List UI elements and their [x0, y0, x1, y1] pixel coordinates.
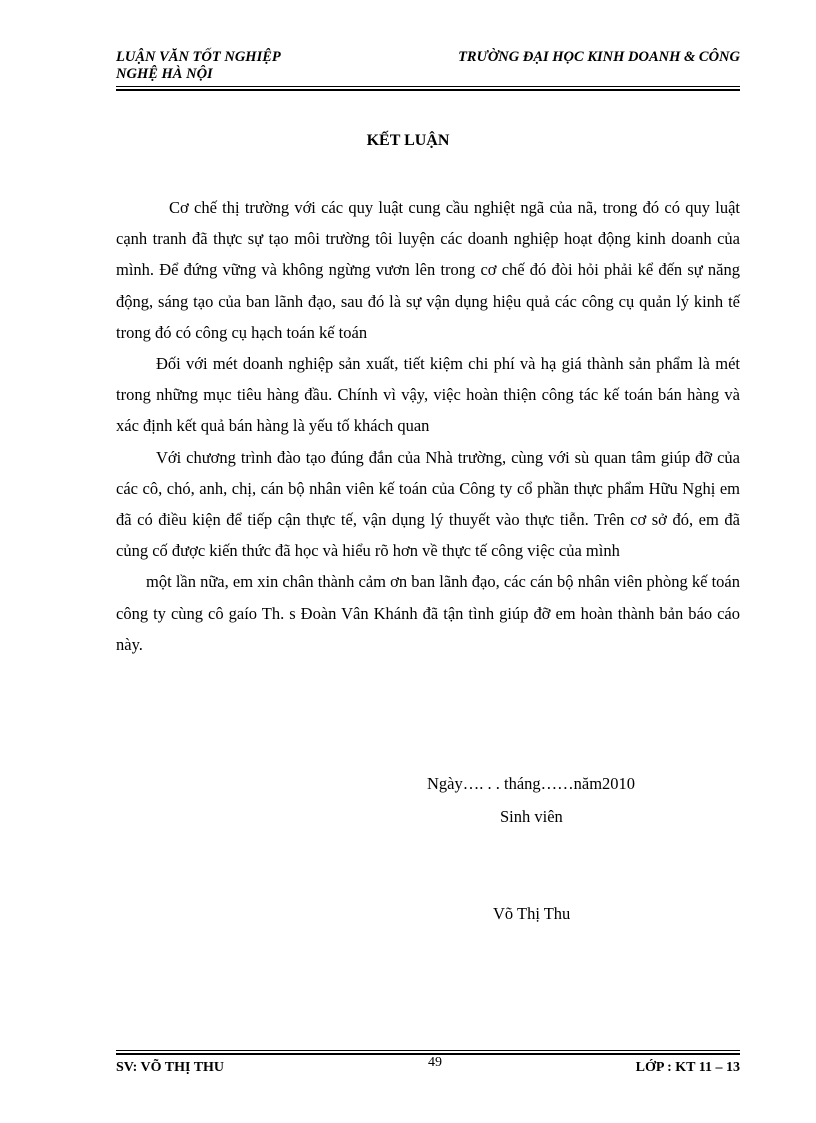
page-footer	[116, 1049, 740, 1089]
header-right: TRƯỜNG ĐẠI HỌC KINH DOANH & CÔNG	[458, 49, 740, 65]
page-title: KẾT LUẬN	[366, 132, 450, 149]
signature-name: Võ Thị Thu	[493, 904, 571, 923]
header-left	[116, 49, 281, 83]
body-text	[116, 192, 740, 660]
footer-class: LỚP : KT 11 – 13	[635, 1060, 740, 1075]
header-rule-thin	[116, 86, 740, 87]
paragraph-3: Với chương trình đào tạo đúng đắn của Nhà trường, cùng với sù quan tâm giúp đỡ của các cô, chó, anh, chị, cán bộ nhân viên kế toán của Công ty cổ phần thực phẩm Hữu Nghị em đã có điều kiện để tiếp cận thực tế, vận dụng lý thuyết vào thực tiễn. Trên cơ sở đó, em đã củng cố được kiến thức đã học và hiểu rõ hơn về thực tế công việc của mình	[116, 447, 740, 561]
footer-rule-thin	[116, 1050, 740, 1051]
footer-student: SV: VÕ THỊ THU	[116, 1060, 225, 1075]
paragraph-2: Đối với mét doanh nghiệp sản xuất, tiết kiệm chi phí và hạ giá thành sản phẩm là mét trong những mục tiêu hàng đầu. Chính vì vậy, việc hoàn thiện công tác kế toán bán hàng và xác định kết quả bán hàng là yếu tố khách quan	[116, 354, 740, 436]
paragraph-1: Cơ chế thị trường với các quy luật cung cầu nghiệt ngã của nã, trong đó có quy luật cạnh tranh đã thực sự tạo môi trường tôi luyện các doanh nghiệp hoạt động kinh doanh của mình. Để đứng vững và không ngừng vươn lên trong cơ chế đó đòi hỏi phải kể đến sự năng động, sáng tạo của ban lãnh đạo, sau đó là sự vận dụng hiệu quả các công cụ quản lý kinh tế trong đó có công cụ hạch toán kế toán	[116, 198, 740, 342]
header-left-line1: LUẬN VĂN TỐT NGHIỆP	[116, 49, 281, 65]
signature-role: Sinh viên	[500, 807, 563, 826]
header-rule-thick	[116, 89, 740, 91]
page-header	[116, 49, 740, 89]
signature-date: Ngày…. . . tháng……năm2010	[427, 774, 636, 793]
footer-page-number: 49	[428, 1055, 442, 1070]
paragraph-4: một lần nữa, em xin chân thành cảm ơn ban lãnh đạo, các cán bộ nhân viên phòng kế toán công ty cùng cô gaío Th. s Đoàn Vân Khánh đã tận tình giúp đỡ em hoàn thành bản báo cáo này.	[116, 572, 740, 654]
header-left-line2: NGHỆ HÀ NỘI	[116, 66, 213, 82]
